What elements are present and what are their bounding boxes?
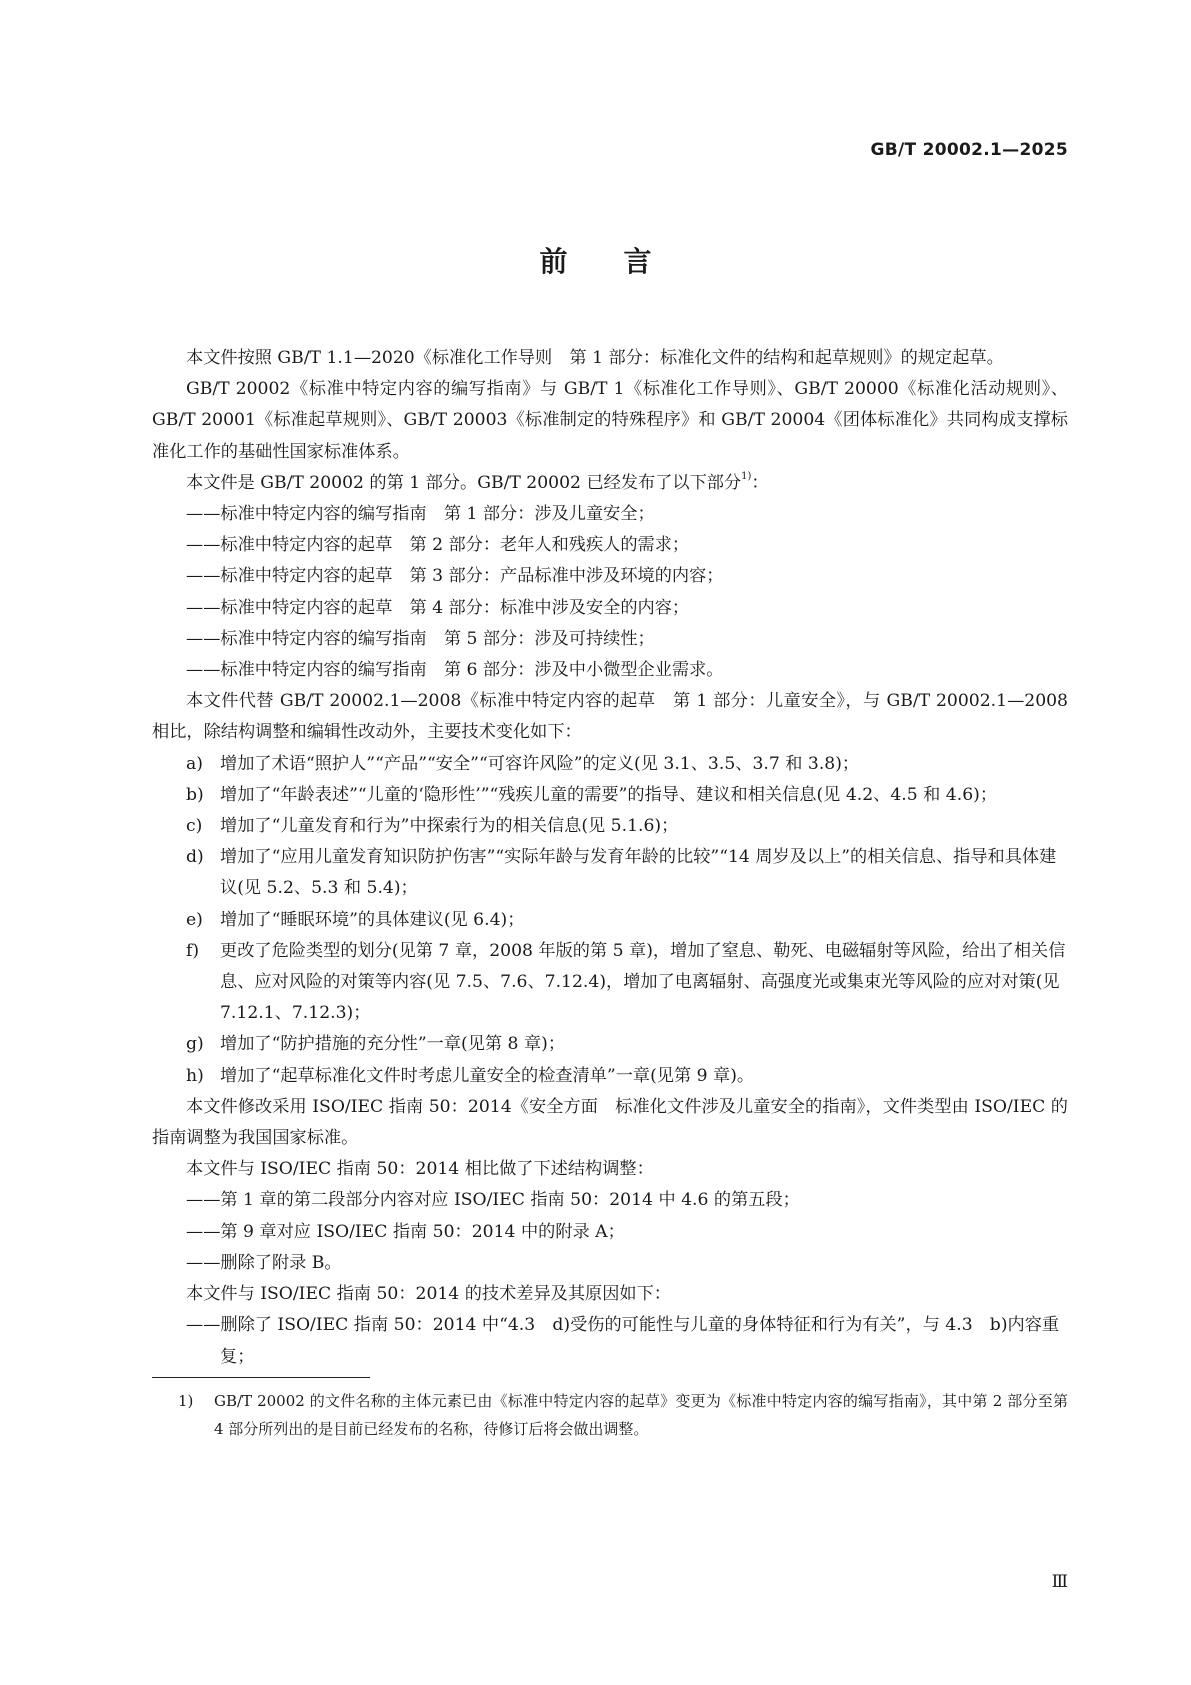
- paragraph: [152, 468, 1068, 499]
- list-item: [152, 905, 1068, 936]
- list-item: ——标准中特定内容的编写指南 第 1 部分：涉及儿童安全；: [186, 504, 655, 525]
- list-item-text: 增加了“年龄表述”“儿童的‘隐形性’”“残疾儿童的需要”的指导、建议和相关信息(见 4.2、4.5 和 4.6)；: [220, 784, 998, 805]
- list-item-text: 增加了“应用儿童发育知识防护伤害”“实际年龄与发育年龄的比较”“14 周岁及以上”的相关信息、指导和具体建议(见 5.2、5.3 和 5.4)；: [220, 847, 1057, 899]
- paragraph-text-end: ：: [751, 472, 769, 493]
- list-item: ——标准中特定内容的起草 第 3 部分：产品标准中涉及环境的内容；: [186, 566, 724, 587]
- list-item-text: 增加了“睡眠环境”的具体建议(见 6.4)；: [220, 909, 525, 930]
- list-item-text: 增加了“起草标准化文件时考虑儿童安全的检查清单”一章(见第 9 章)。: [220, 1065, 755, 1086]
- list-item-label: e): [186, 909, 203, 930]
- page-number: Ⅲ: [1051, 1572, 1068, 1592]
- title-char-1: 前: [539, 245, 568, 278]
- list-item-label: b): [186, 784, 204, 805]
- list-item: ——删除了 ISO/IEC 指南 50：2014 中“4.3 d)受伤的可能性与儿童的身体特征和行为有关”，与 4.3 b)内容重复；: [186, 1315, 1060, 1367]
- list-item: ——第 1 章的第二段部分内容对应 ISO/IEC 指南 50：2014 中 4.6 的第五段；: [186, 1190, 800, 1211]
- list-item: [152, 842, 1068, 904]
- list-item: ——删除了附录 B。: [186, 1252, 342, 1273]
- list-item: ——标准中特定内容的起草 第 2 部分：老年人和残疾人的需求；: [186, 535, 690, 556]
- paragraph: 本文件代替 GB/T 20002.1—2008《标准中特定内容的起草 第 1 部分：儿童安全》，与 GB/T 20002.1—2008 相比，除结构调整和编辑性改动外，主要技术变化如下：: [152, 691, 1068, 743]
- page-title: [0, 240, 1191, 280]
- list-item-text: 增加了“防护措施的充分性”一章(见第 8 章)；: [220, 1034, 566, 1055]
- footnote-text: GB/T 20002 的文件名称的主体元素已由《标准中特定内容的起草》变更为《标准中特定内容的编写指南》，其中第 2 部分至第 4 部分所列出的是目前已经发布的名称，待修订后将会做出调整。: [214, 1392, 1068, 1438]
- title-char-2: 言: [623, 245, 652, 278]
- paragraph: 本文件与 ISO/IEC 指南 50：2014 的技术差异及其原因如下：: [186, 1284, 671, 1305]
- list-item: [152, 1029, 1068, 1060]
- list-item-label: f): [186, 940, 200, 961]
- list-item: ——标准中特定内容的编写指南 第 5 部分：涉及可持续性；: [186, 628, 655, 649]
- paragraph: 本文件按照 GB/T 1.1—2020《标准化工作导则 第 1 部分：标准化文件的结构和起草规则》的规定起草。: [186, 348, 1004, 368]
- list-item: [152, 749, 1068, 780]
- list-item-label: h): [186, 1065, 204, 1086]
- list-item: ——标准中特定内容的编写指南 第 6 部分：涉及中小微型企业需求。: [186, 660, 724, 681]
- list-item: [152, 811, 1068, 842]
- paragraph: 本文件与 ISO/IEC 指南 50：2014 相比做了下述结构调整：: [186, 1159, 654, 1180]
- list-item: [152, 780, 1068, 811]
- footnote-divider: [152, 1377, 370, 1378]
- list-item-label: d): [186, 847, 204, 868]
- footnote: [178, 1387, 1068, 1443]
- footnote-label: 1): [178, 1392, 194, 1410]
- list-item-label: c): [186, 816, 203, 837]
- list-item-text: 增加了“儿童发育和行为”中探索行为的相关信息(见 5.1.6)；: [220, 816, 679, 837]
- list-item: ——标准中特定内容的起草 第 4 部分：标准中涉及安全的内容；: [186, 597, 690, 618]
- paragraph-text: 本文件是 GB/T 20002 的第 1 部分。GB/T 20002 已经发布了以下部分: [186, 472, 742, 493]
- standard-number: GB/T 20002.1—2025: [870, 140, 1068, 160]
- list-item: [152, 1061, 1068, 1092]
- paragraph: 本文件修改采用 ISO/IEC 指南 50：2014《安全方面 标准化文件涉及儿童安全的指南》，文件类型由 ISO/IEC 的指南调整为我国国家标准。: [152, 1096, 1068, 1149]
- list-item: ——第 9 章对应 ISO/IEC 指南 50：2014 中的附录 A；: [186, 1221, 625, 1242]
- list-item-label: a): [186, 753, 203, 774]
- list-item-text: 更改了危险类型的划分(见第 7 章，2008 年版的第 5 章)，增加了窒息、勒死、电磁辐射等风险，给出了相关信息、应对风险的对策等内容(见 7.5、7.6、7.12.4)，增加了电离辐射、高强度光或集束光等风险的应对对策(见 7.12.1、7.12.3)；: [220, 940, 1066, 1024]
- list-item-text: 增加了术语“照护人”“产品”“安全”“可容许风险”的定义(见 3.1、3.5、3.7 和 3.8)；: [220, 753, 860, 774]
- foreword-body: [152, 343, 1068, 1373]
- list-item: [152, 936, 1068, 1030]
- list-item-label: g): [186, 1034, 204, 1055]
- paragraph: GB/T 20002《标准中特定内容的编写指南》与 GB/T 1《标准化工作导则》、GB/T 20000《标准化活动规则》、GB/T 20001《标准起草规则》、GB/T 20003《标准制定的特殊程序》和 GB/T 20004《团体标准化》共同构成支撑标准化工作的基础性国家标准体系。: [152, 379, 1068, 462]
- footnote-ref[interactable]: 1): [741, 470, 752, 482]
